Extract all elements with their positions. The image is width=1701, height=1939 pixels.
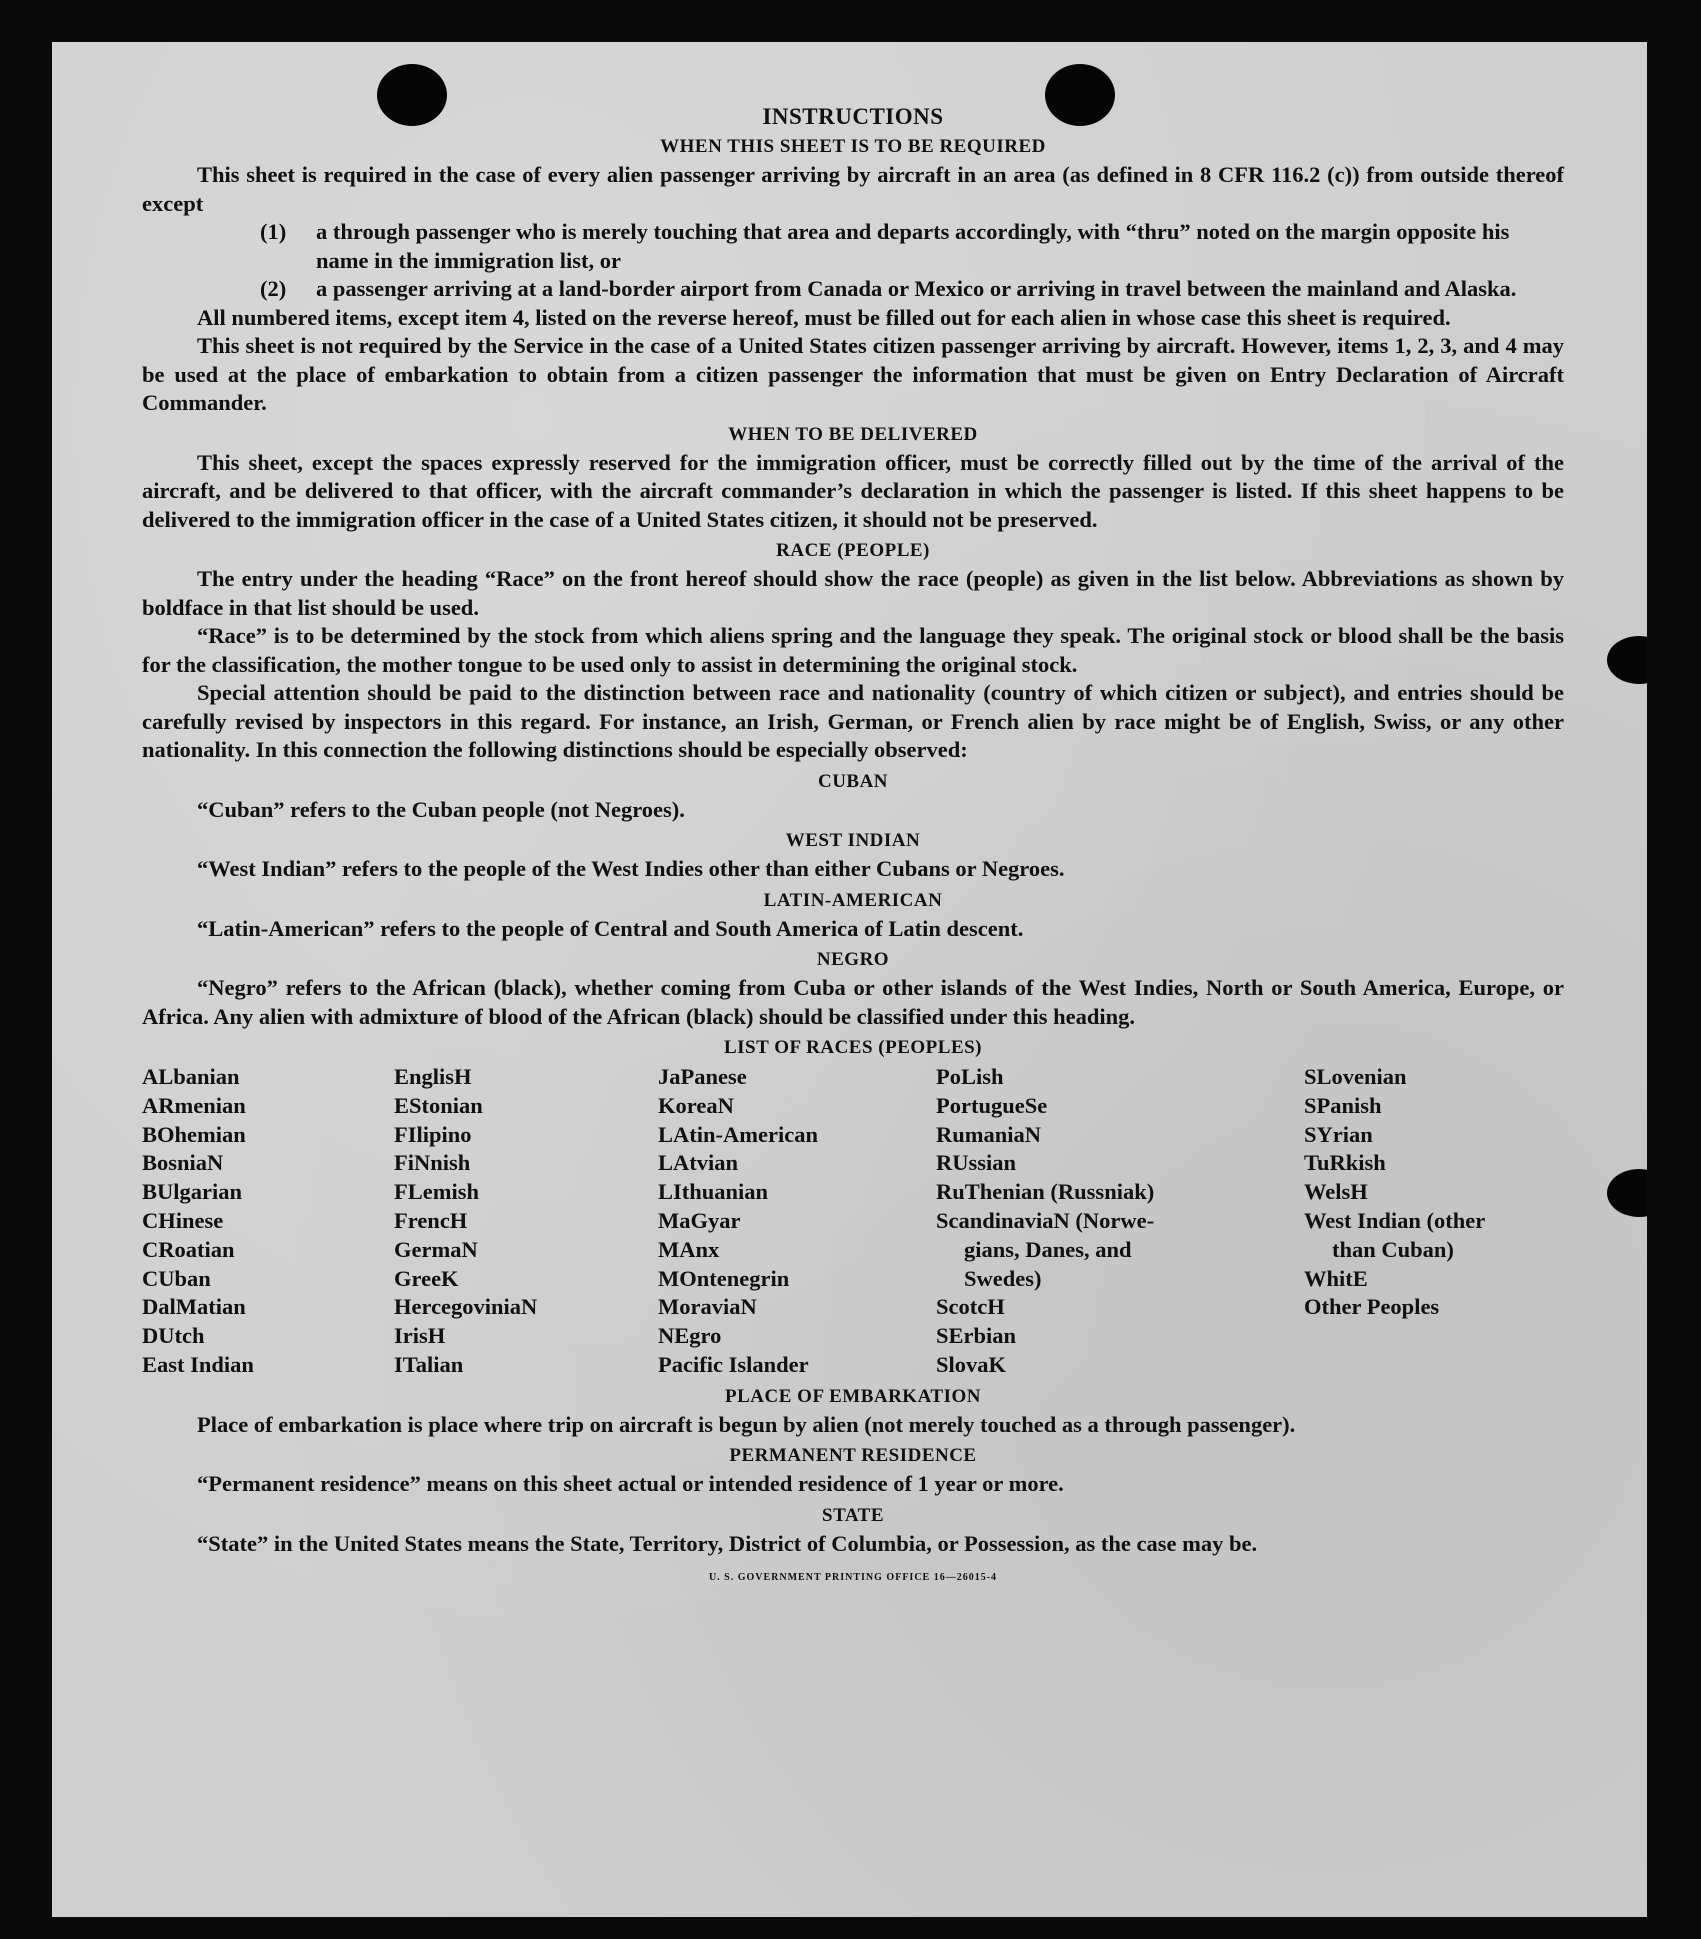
race-item-continued: gians, Danes, and	[964, 1236, 1132, 1262]
race-item: ITalian	[394, 1351, 464, 1377]
race-item: KoreaN	[658, 1092, 734, 1118]
race-item: SErbian	[936, 1323, 1017, 1349]
exception-1	[260, 218, 1564, 275]
race-item: WhitE	[1304, 1265, 1368, 1291]
race-item: MOntenegrin	[658, 1265, 790, 1291]
race-item: FrencH	[394, 1207, 468, 1233]
race-item: BosniaN	[142, 1150, 224, 1176]
exception-number: (1)	[260, 219, 287, 244]
race-item: ScandinaviaN (Norwe-	[936, 1207, 1155, 1233]
races-column-2	[394, 1063, 658, 1380]
race-item: IrisH	[394, 1323, 446, 1349]
race-item: West Indian (other	[1304, 1207, 1486, 1233]
race-item: East Indian	[142, 1351, 254, 1377]
heading-cuban: CUBAN	[817, 770, 889, 792]
race-item: Pacific Islander	[658, 1351, 809, 1377]
exception-2	[260, 275, 1564, 304]
punch-hole-edge-upper	[1607, 636, 1647, 684]
races-column-5	[1304, 1063, 1564, 1380]
para-delivered: This sheet, except the spaces expressly reserved for the immigration officer, must be correctly filled out by the time of the arrival of the aircraft, and be delivered to that officer, with the aircraft commander’s declaration in which the passenger is listed. If this sheet happens to be delivered to the immigration officer in the case of a United States citizen, it should not be preserved.	[142, 449, 1564, 532]
heading-permanent-residence: PERMANENT RESIDENCE	[729, 1445, 977, 1467]
race-item: FiNnish	[394, 1150, 471, 1176]
race-item: LIthuanian	[658, 1179, 769, 1205]
para-state: “State” in the United States means the State, Territory, District of Columbia, or Possession, as the case may be.	[197, 1530, 1258, 1556]
para-latin-american: “Latin-American” refers to the people of Central and South America of Latin descent.	[197, 915, 1024, 941]
race-item: CRoatian	[142, 1236, 235, 1262]
race-item-continued: than Cuban)	[1332, 1236, 1454, 1262]
race-item: RuThenian (Russniak)	[936, 1179, 1155, 1205]
race-item-continued: Swedes)	[964, 1265, 1042, 1291]
race-item: RUssian	[936, 1150, 1017, 1176]
heading-latin-american: LATIN-AMERICAN	[763, 889, 943, 911]
races-list	[142, 1063, 1564, 1380]
race-item: PoLish	[936, 1064, 1004, 1089]
race-item: WelsH	[1304, 1179, 1368, 1205]
para-race-stock: “Race” is to be determined by the stock from which aliens spring and the language they speak. The original stock or blood shall be the basis for the classification, the mother tongue to be used only to assist in determining the original stock.	[142, 623, 1564, 677]
document-sheet	[52, 42, 1647, 1917]
para-required: This sheet is required in the case of every alien passenger arriving by aircraft in an area (as defined in 8 CFR 116.2 (c)) from outside thereof except	[142, 162, 1564, 216]
printing-office-footer: U. S. GOVERNMENT PRINTING OFFICE 16—26015-4	[708, 1572, 998, 1584]
heading-place-of-embarkation: PLACE OF EMBARKATION	[725, 1385, 981, 1407]
race-item: Other Peoples	[1304, 1294, 1440, 1320]
race-item: ALbanian	[142, 1064, 240, 1089]
race-item: MoraviaN	[658, 1294, 757, 1320]
race-item: SPanish	[1304, 1092, 1382, 1118]
race-item: MaGyar	[658, 1207, 741, 1233]
heading-negro: NEGRO	[816, 949, 890, 970]
race-item: PortugueSe	[936, 1092, 1048, 1118]
race-item: SlovaK	[936, 1351, 1007, 1377]
para-west-indian: “West Indian” refers to the people of the West Indies other than either Cubans or Negroes.	[197, 856, 1065, 881]
exception-text: a through passenger who is merely touching that area and departs accordingly, with “thru” noted on the margin opposite his name in the immigration list, or	[316, 219, 1510, 273]
para-cuban: “Cuban” refers to the Cuban people (not Negroes).	[197, 796, 685, 822]
races-column-4	[936, 1063, 1304, 1380]
para-negro: “Negro” refers to the African (black), whether coming from Cuba or other islands of the West Indies, North or South America, Europe, or Africa. Any alien with admixture of blood of the African (black) should be classified under this heading.	[142, 975, 1564, 1029]
race-item: JaPanese	[658, 1064, 747, 1089]
exception-number: (2)	[260, 276, 287, 301]
race-item: CUban	[142, 1265, 211, 1291]
heading-when-required: WHEN THIS SHEET IS TO BE REQUIRED	[660, 136, 1046, 157]
instructions-title: INSTRUCTIONS	[762, 104, 944, 129]
heading-west-indian: WEST INDIAN	[785, 830, 921, 851]
race-item: NEgro	[658, 1323, 722, 1349]
para-residence: “Permanent residence” means on this sheet actual or intended residence of 1 year or more.	[197, 1471, 1064, 1497]
race-item: ScotcH	[936, 1294, 1005, 1320]
para-embarkation: Place of embarkation is place where trip on aircraft is begun by alien (not merely touched as a through passenger).	[197, 1411, 1296, 1437]
race-item: ARmenian	[142, 1092, 246, 1118]
race-item: FIlipino	[394, 1121, 472, 1147]
race-item: CHinese	[142, 1207, 224, 1233]
races-column-3	[658, 1063, 936, 1380]
race-item: RumaniaN	[936, 1121, 1042, 1147]
race-item: EnglisH	[394, 1064, 472, 1089]
race-item: HercegoviniaN	[394, 1294, 538, 1320]
heading-state: STATE	[822, 1504, 884, 1526]
race-item: TuRkish	[1304, 1150, 1386, 1176]
race-item: EStonian	[394, 1092, 483, 1118]
races-column-1	[142, 1063, 394, 1380]
exception-text: a passenger arriving at a land-border airport from Canada or Mexico or arriving in travel between the mainland and Alaska.	[316, 276, 1517, 301]
para-numbered-items: All numbered items, except item 4, listed on the reverse hereof, must be filled out for each alien in whose case this sheet is required.	[197, 304, 1451, 330]
race-item: FLemish	[394, 1179, 480, 1205]
race-item: GreeK	[394, 1265, 459, 1291]
race-item: MAnx	[658, 1236, 720, 1262]
punch-hole-edge-lower	[1607, 1169, 1647, 1217]
instructions-body	[142, 104, 1564, 1593]
para-citizen: This sheet is not required by the Service in the case of a United States citizen passenger arriving by aircraft. However, items 1, 2, 3, and 4 may be used at the place of embarkation to obtain from a citizen passenger the information that must be given on Entry Declaration of Aircraft Commander.	[142, 333, 1564, 415]
heading-race: RACE (PEOPLE)	[776, 540, 930, 561]
race-item: DalMatian	[142, 1294, 246, 1320]
race-item: GermaN	[394, 1236, 478, 1262]
race-item: SLovenian	[1304, 1064, 1407, 1089]
race-item: DUtch	[142, 1323, 205, 1349]
race-item: BOhemian	[142, 1121, 246, 1147]
race-item: BUlgarian	[142, 1179, 243, 1205]
para-race-entry: The entry under the heading “Race” on the front hereof should show the race (people) as given in the list below. Abbreviations as shown by boldface in that list should be used.	[142, 566, 1564, 620]
heading-when-delivered: WHEN TO BE DELIVERED	[728, 423, 978, 445]
race-item: LAtvian	[658, 1150, 739, 1176]
race-item: LAtin-American	[658, 1121, 818, 1147]
heading-list-of-races: LIST OF RACES (PEOPLES)	[723, 1037, 983, 1058]
race-item: SYrian	[1304, 1121, 1373, 1147]
para-race-nationality: Special attention should be paid to the distinction between race and nationality (country of which citizen or subject), and entries should be carefully revised by inspectors in this regard. For instance, an Irish, German, or French alien by race might be of English, Swiss, or any other nationality. In this connection the following distinctions should be especially observed:	[142, 680, 1564, 762]
